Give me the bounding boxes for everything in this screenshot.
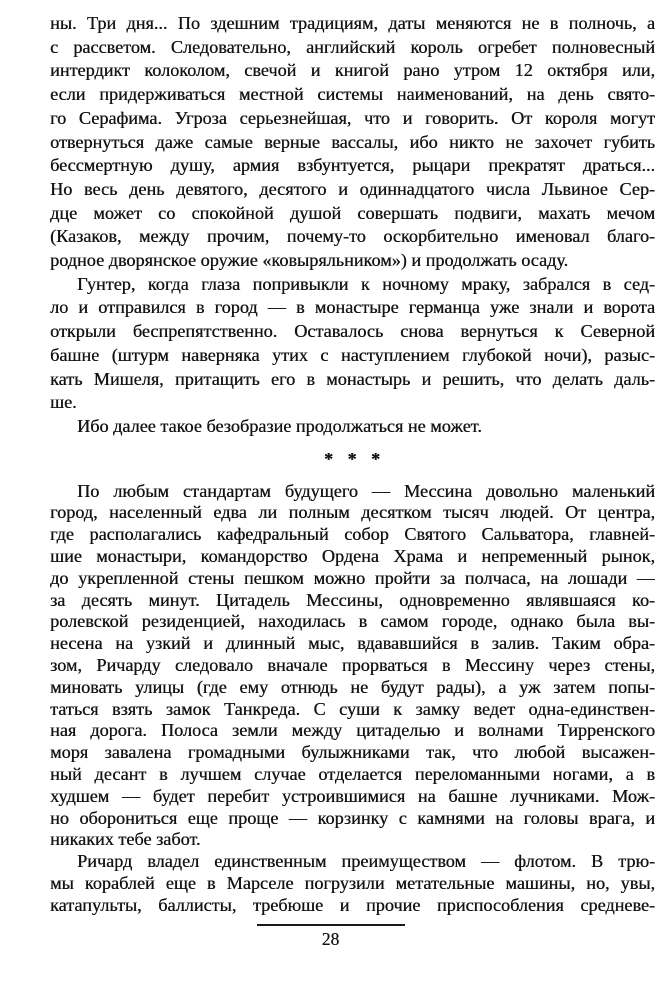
text-line: Ибо далее такое безобразие продолжаться не может. — [77, 415, 482, 436]
text-line: до укрепленной стены пешком можно пройти за полчаса, на лошади — — [50, 567, 655, 588]
text-line: мы кораблей еще в Марселе погрузили метательные машины, но, увы, — [50, 873, 655, 893]
text-line: где располагались кафедральный собор Святого Сальватора, главней- — [50, 524, 655, 545]
text-line: бессмертную душу, армия взбунтуется, рыцари прекратят драться... — [50, 155, 655, 176]
text-line: Ричард владел единственным преимуществом — флотом. В трю- — [77, 851, 655, 872]
text-line: город, населенный едва ли полным десятком тысяч людей. От центра, — [50, 502, 655, 523]
text-line: таться взять замок Танкреда. С суши к замку ведет одна-единствен- — [50, 698, 655, 719]
text-line: ны. Три дня... По здешним традициям, даты меняются не в полночь, а — [50, 13, 655, 33]
text-line: ная дорога. Полоса земли между цитаделью и волнами Тирренского — [50, 720, 655, 741]
text-line: кать Мишеля, притащить его в монастырь и решить, что делать даль- — [50, 368, 655, 389]
text-line: открыли беспрепятственно. Оставалось снова вернуться к Северной — [50, 321, 655, 342]
text-line: моря завалена громадными булыжниками так, что любой высажен- — [50, 742, 655, 763]
page-footer — [0, 924, 661, 949]
text-line: (Казаков, между прочим, почему-то оскорбительно именовал благо- — [50, 226, 655, 247]
page-number: 28 — [321, 929, 340, 949]
text-line: зом, Ричарду следовало вначале прорваться в Мессину через стены, — [50, 655, 655, 676]
text-line: если придерживаться местной системы наименований, на день свято- — [50, 84, 655, 105]
text-line: никаких тебе забот. — [50, 829, 201, 850]
text-line: интердикт колоколом, свечой и книгой рано утром 12 октября или, — [50, 60, 655, 81]
text-line: башне (штурм наверняка утих с наступлением глубокой ночи), разыс- — [50, 344, 655, 365]
footnote-rule — [257, 924, 405, 926]
text-line: ный десант в лучшем случае отделается переломанными ногами, а в — [50, 764, 655, 785]
text-line: катапульты, баллисты, требюше и прочие приспособления средневе- — [50, 894, 655, 915]
page-text — [50, 12, 655, 917]
section-divider: * * * — [324, 449, 381, 470]
text-line: Но весь день девятого, десятого и одиннадцатого числа Львиное Сер- — [50, 178, 655, 199]
text-line: ше. — [50, 392, 77, 413]
text-line: Гунтер, когда глаза попривыкли к ночному мраку, забрался в сед- — [77, 273, 655, 294]
text-line: дце может со спокойной душой совершать подвиги, махать мечом — [50, 202, 655, 223]
text-line: По любым стандартам будущего — Мессина довольно маленький — [77, 480, 655, 501]
text-line: родное дворянское оружие «ковыряльником») и продолжать осаду. — [50, 250, 569, 271]
text-line: шие монастыри, командорство Ордена Храма и непременный рынок, — [50, 546, 655, 567]
text-line: миновать улицы (где ему отнюдь не будут рады), а уж затем попы- — [50, 676, 655, 697]
text-line: худшем — будет перебит устроившимися на башне лучниками. Мож- — [50, 785, 655, 806]
text-line: несена на узкий и длинный мыс, вдававшийся в залив. Таким обра- — [50, 633, 655, 654]
text-line: за десять минут. Цитадель Мессины, одновременно являвшаяся ко- — [50, 589, 655, 610]
text-line: го Серафима. Угроза серьезнейшая, что и говорить. От короля могут — [50, 107, 655, 128]
text-line: отвернуться даже самые верные вассалы, ибо никто не захочет губить — [50, 131, 655, 152]
text-line: ло и отправился в город — в монастыре германца уже знали и ворота — [50, 297, 655, 318]
text-line: с рассветом. Следовательно, английский король огребет полновесный — [50, 36, 655, 57]
text-line: но оборониться еще проще — корзинку с камнями на головы врага, и — [50, 807, 655, 828]
text-line: ролевской резиденцией, находилась в самом городе, однако была вы- — [50, 611, 655, 632]
